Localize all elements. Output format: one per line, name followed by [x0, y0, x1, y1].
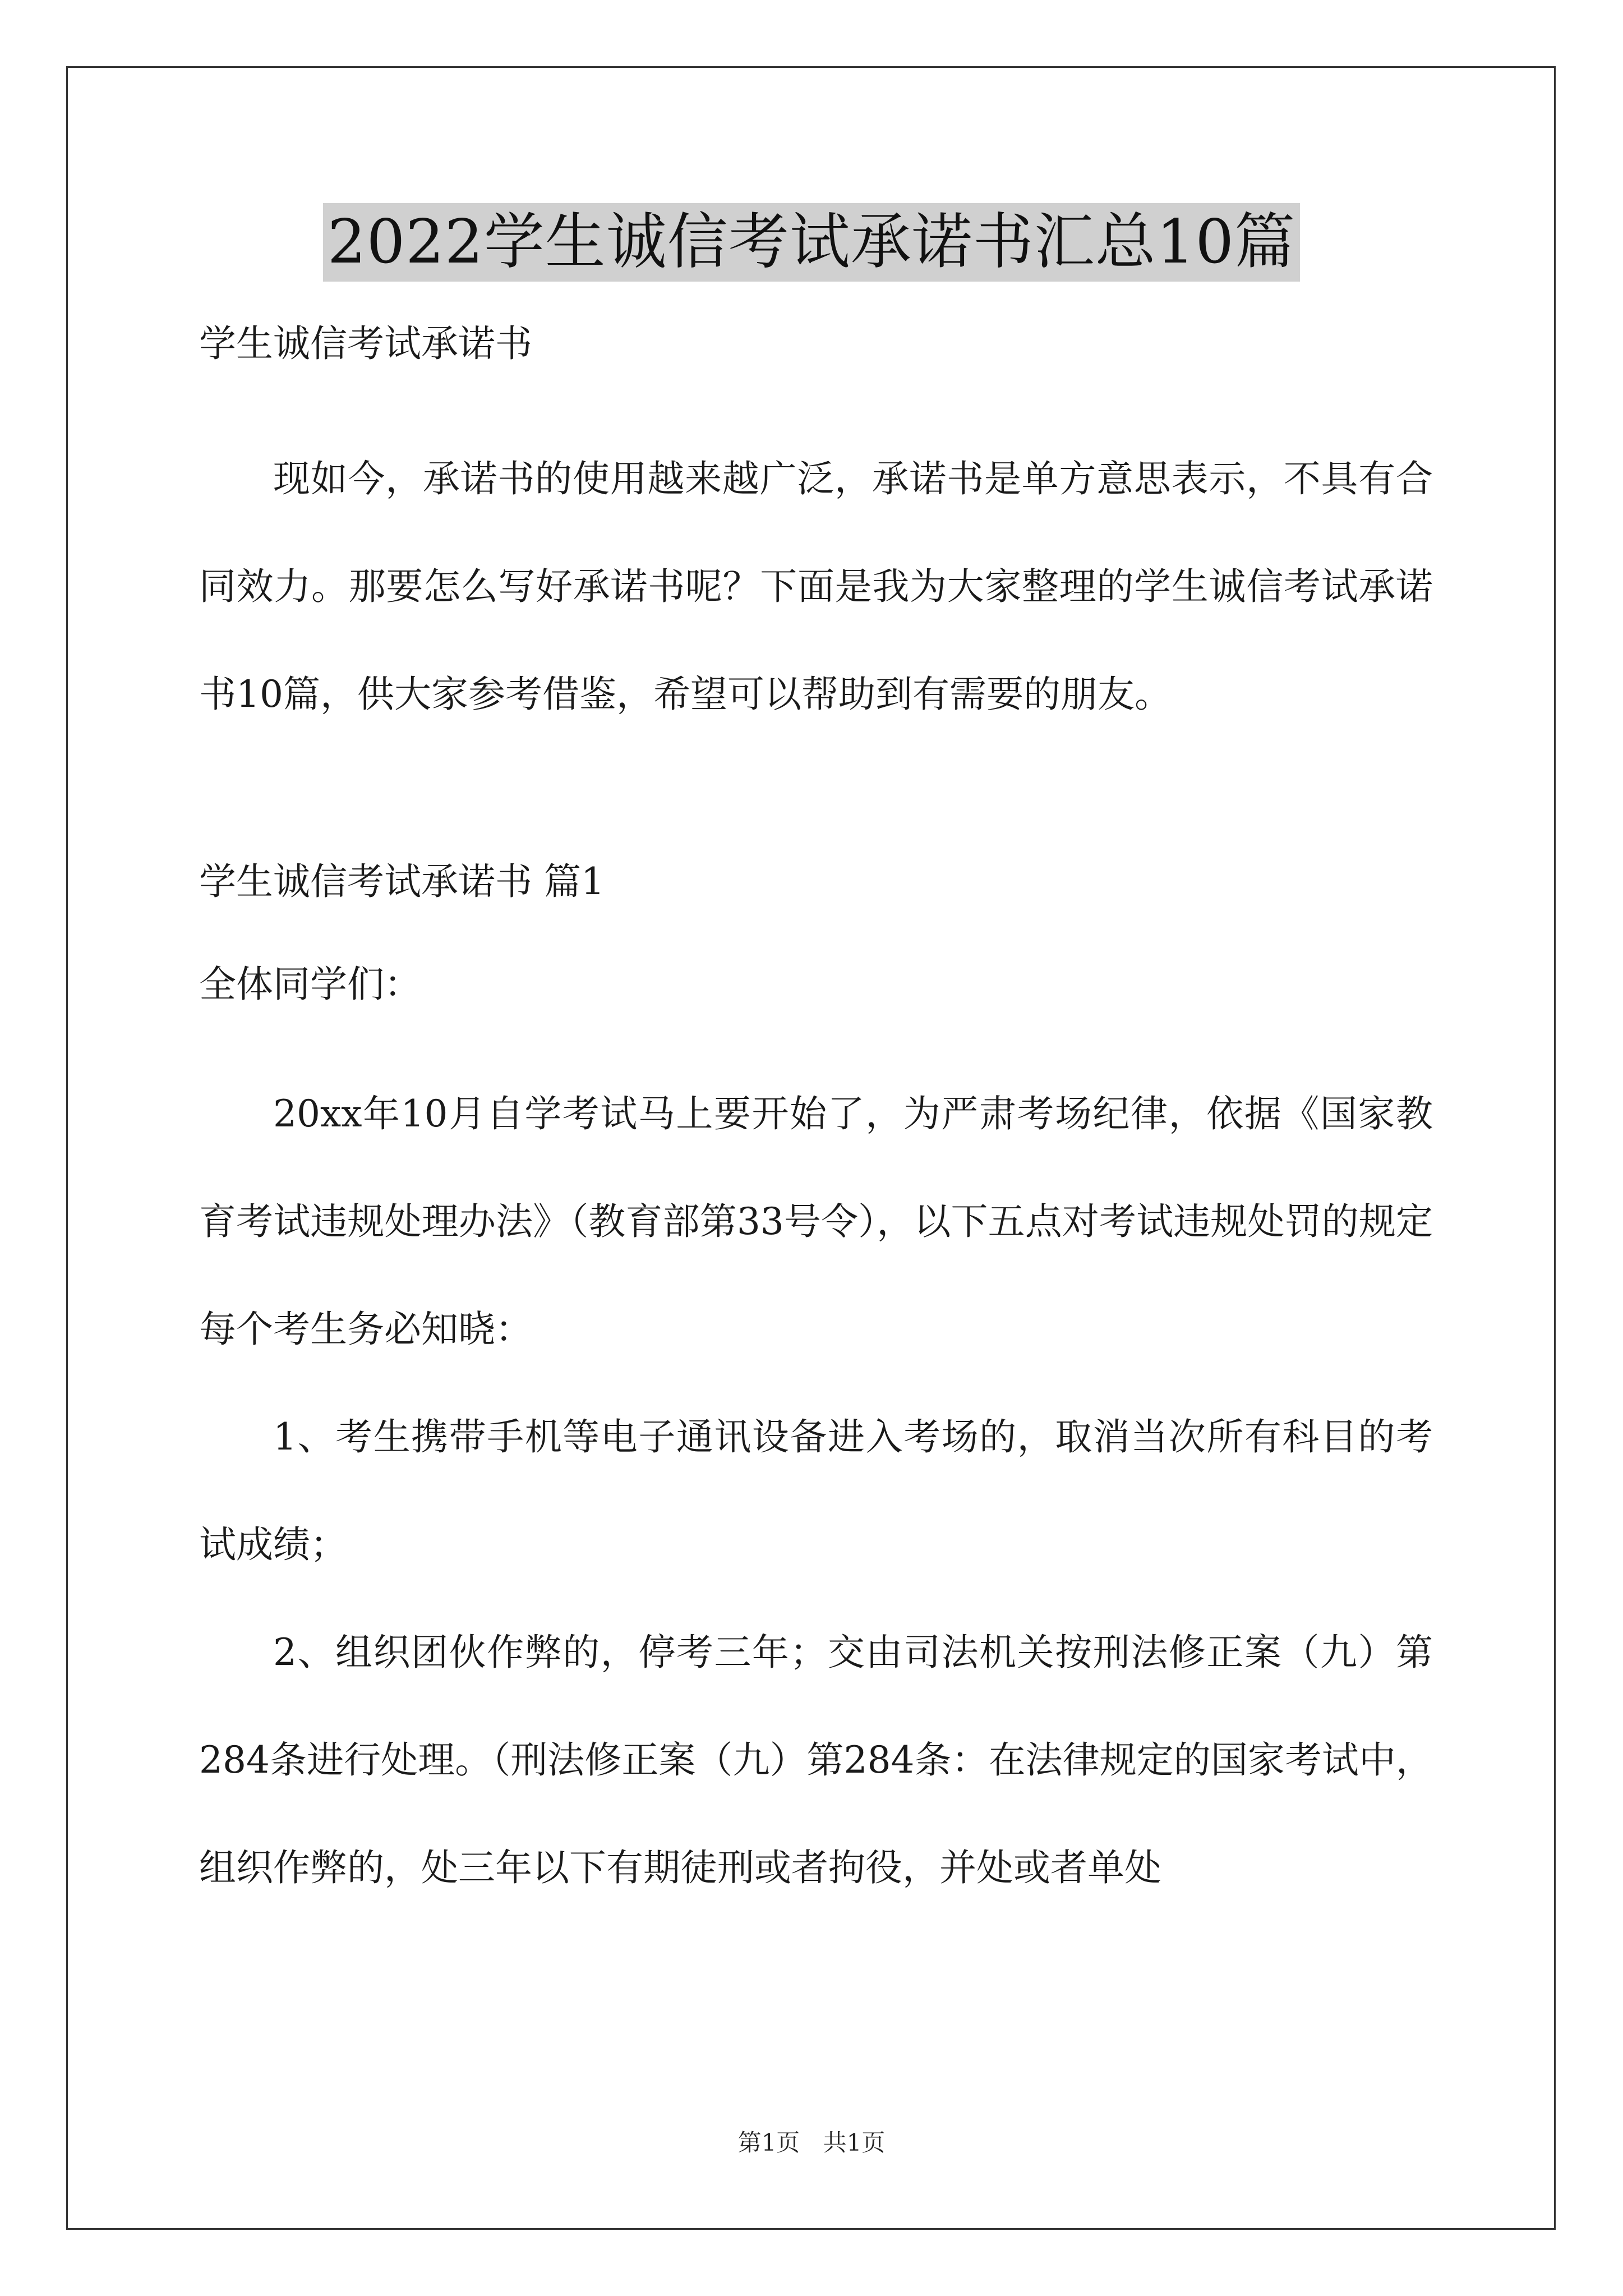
body-paragraph: 1、考生携带手机等电子通讯设备进入考场的，取消当次所有科目的考试成绩； [199, 1415, 1433, 1566]
page-number: 第1页 [737, 2129, 800, 2156]
document-title: 2022学生诚信考试承诺书汇总10篇 [323, 203, 1300, 282]
intro-heading: 学生诚信考试承诺书 [199, 322, 532, 365]
salutation: 全体同学们： [199, 963, 421, 1006]
spacer [199, 370, 1433, 425]
page-footer [0, 2126, 1623, 2160]
spacer [199, 1011, 1433, 1060]
section1-heading: 学生诚信考试承诺书 篇1 [199, 860, 605, 903]
document-body [199, 317, 1433, 1922]
page-total: 共1页 [823, 2129, 886, 2156]
body-paragraph: 20xx年10月自学考试马上要开始了，为严肃考场纪律，依据《国家教育考试违规处理办法》（教育部第33号令），以下五点对考试违规处罚的规定每个考生务必知晓： [199, 1092, 1433, 1351]
spacer [199, 908, 1433, 958]
intro-paragraph: 现如今，承诺书的使用越来越广泛，承诺书是单方意思表示，不具有合同效力。那要怎么写好承诺书呢？下面是我为大家整理的学生诚信考试承诺书10篇，供大家参考借鉴，希望可以帮助到有需要的朋友。 [199, 457, 1433, 716]
spacer [199, 748, 1433, 855]
title-container [0, 203, 1623, 282]
body-paragraph: 2、组织团伙作弊的，停考三年；交由司法机关按刑法修正案（九）第284条进行处理。（刑法修正案（九）第284条：在法律规定的国家考试中，组织作弊的，处三年以下有期徒刑或者拘役，并处或者单处 [199, 1631, 1433, 1889]
